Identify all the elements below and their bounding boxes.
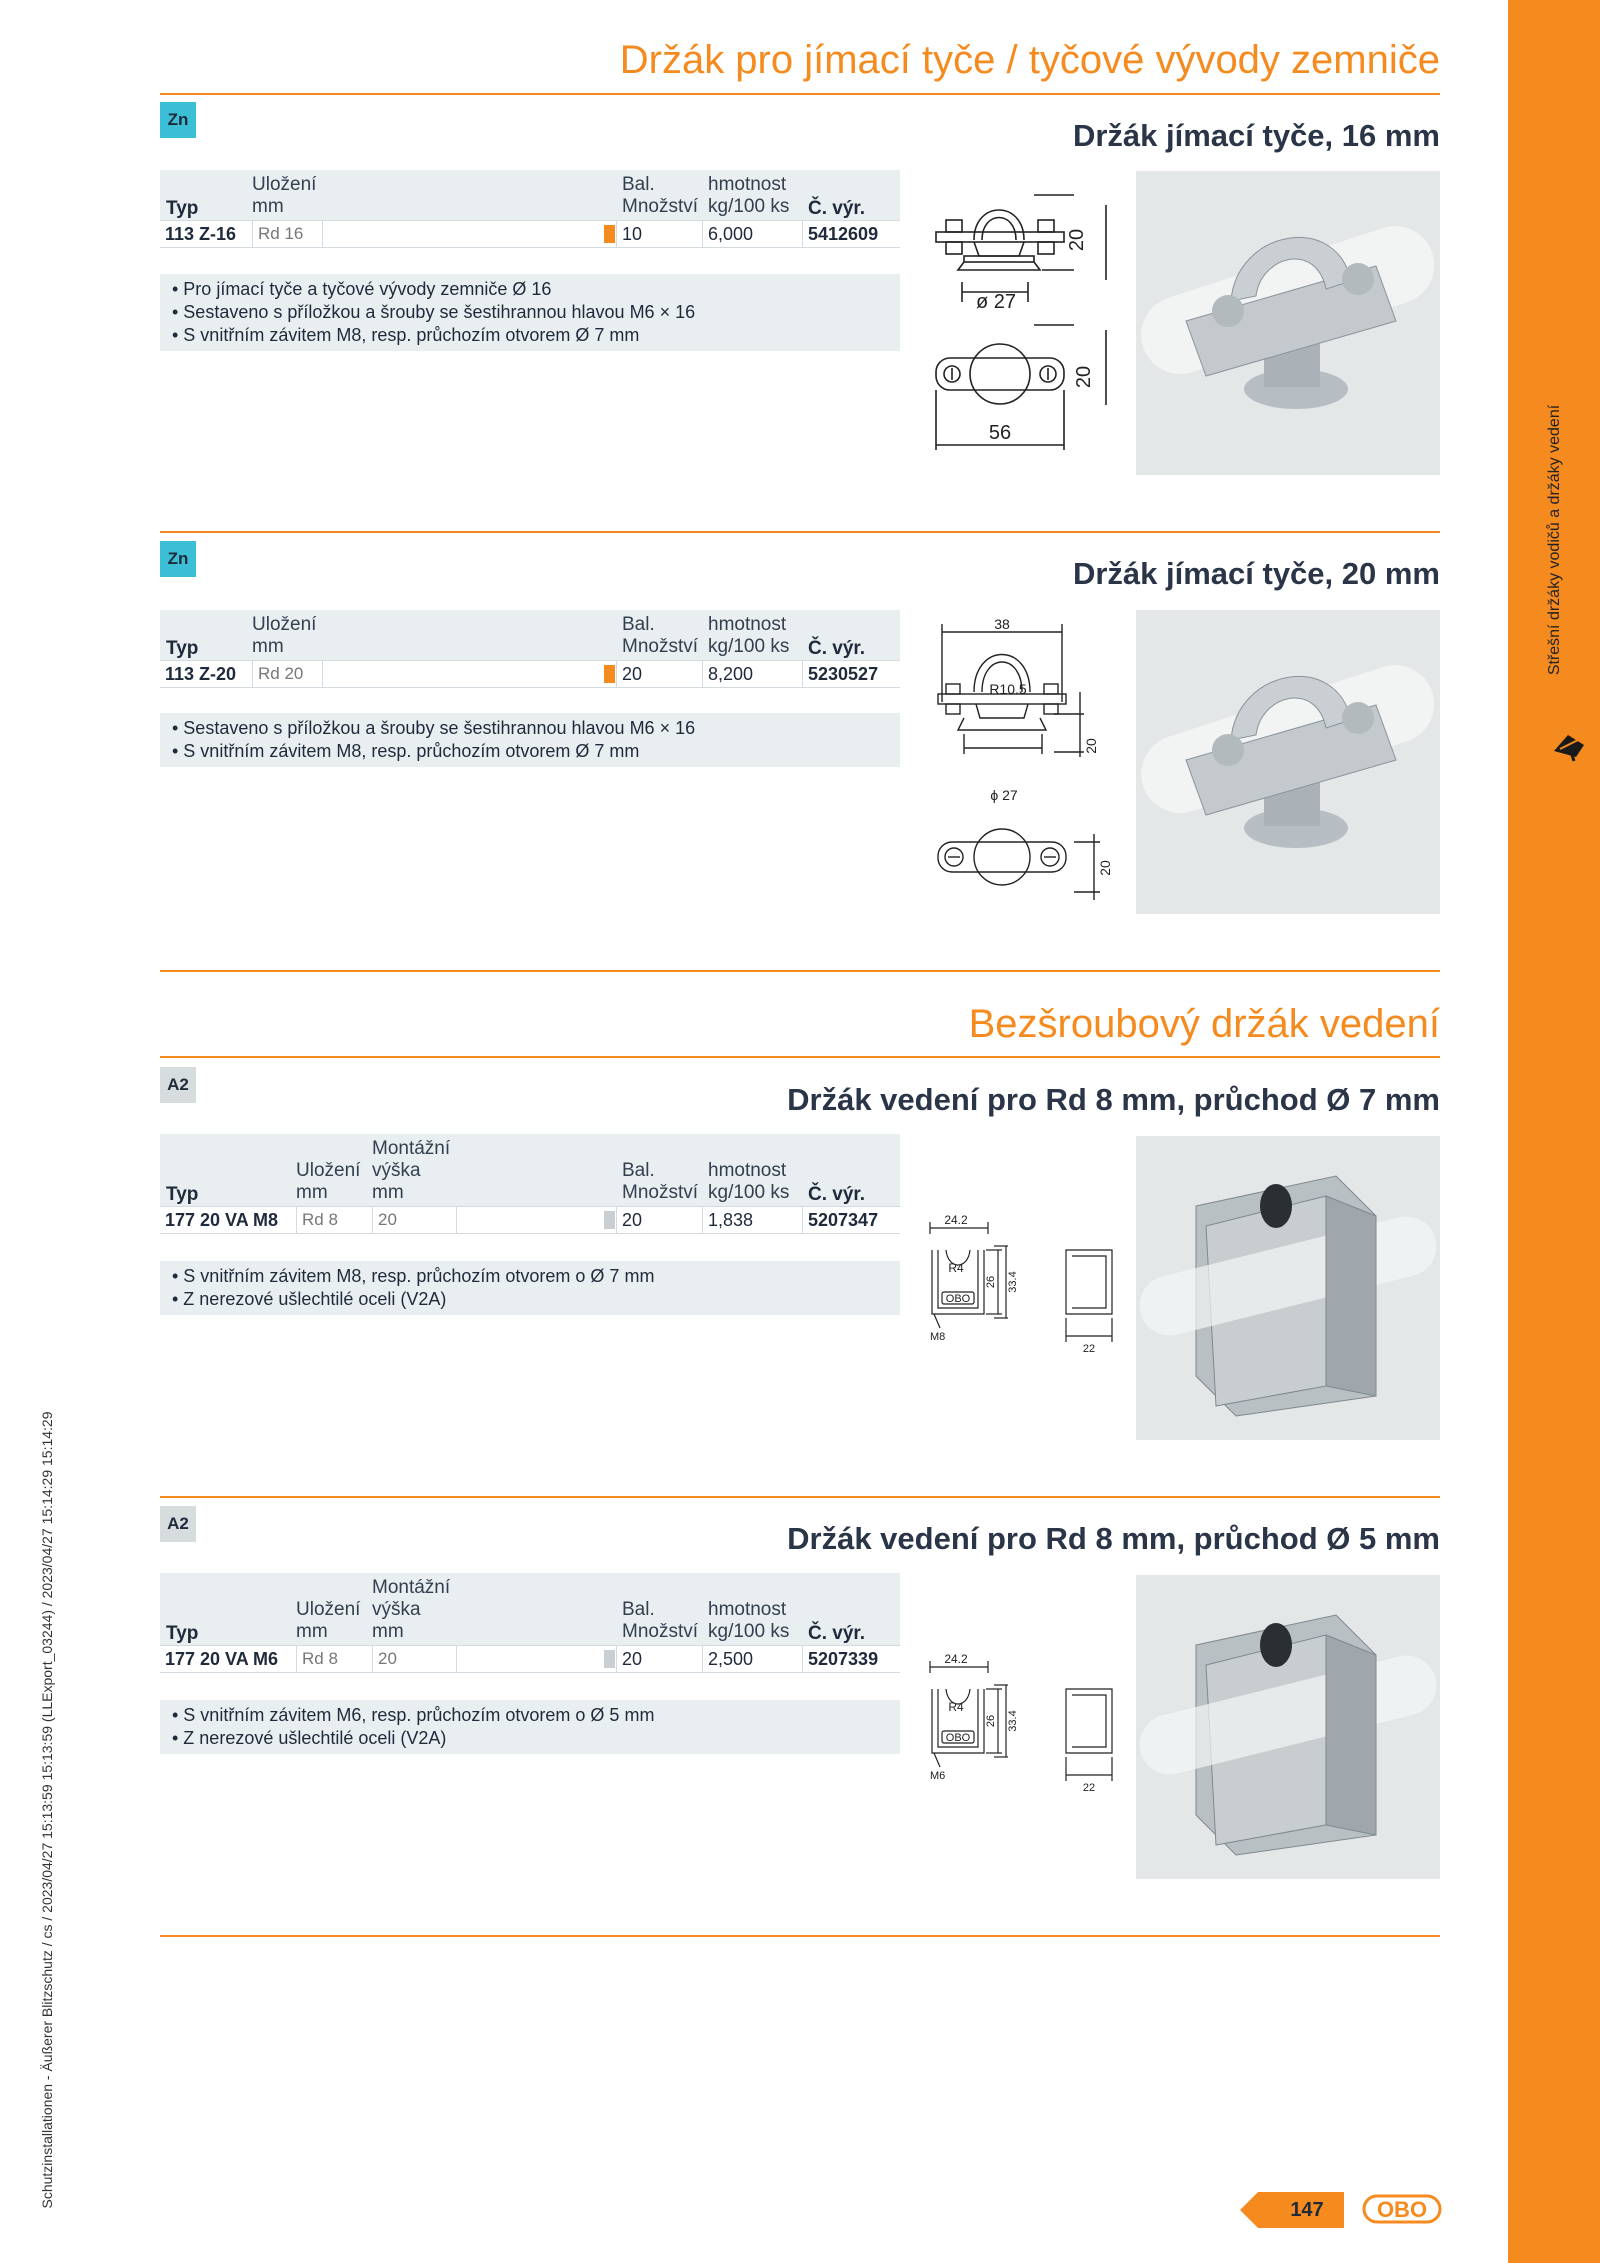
product-photo — [1136, 171, 1440, 475]
col-header-typ: Typ — [166, 1184, 199, 1205]
col-header-bal: Bal. — [622, 174, 655, 195]
dim-label: 56 — [988, 422, 1012, 444]
technical-drawing — [926, 1210, 1126, 1370]
dim-label: 26 — [985, 1714, 997, 1728]
cell-hmotnost: 2,500 — [702, 1646, 802, 1672]
dim-label: M8 — [930, 1331, 946, 1343]
cell-empty — [456, 1646, 612, 1672]
row-marker — [604, 1650, 615, 1668]
dim-label: 20 — [1066, 228, 1088, 252]
dim-label: 38 — [994, 616, 1010, 632]
col-header-kg: kg/100 ks — [708, 1621, 790, 1642]
page-number: 147 — [1290, 2199, 1324, 2221]
sidebar — [1508, 0, 1600, 2263]
material-badge — [160, 541, 196, 577]
col-header-typ: Typ — [166, 198, 199, 219]
cell-empty — [456, 1207, 612, 1233]
sidebar-category-label: Střešní držáky vodičů a držáky vedení — [1546, 404, 1563, 676]
col-header-hmotnost: hmotnost — [708, 614, 787, 635]
feature-list — [160, 1700, 900, 1754]
col-header-vyska: výška — [372, 1160, 421, 1181]
product-title: Držák jímací tyče, 20 mm — [1072, 556, 1440, 591]
table-row — [160, 660, 900, 688]
col-header-montazni: Montážní — [372, 1138, 451, 1159]
feature-item: • S vnitřním závitem M8, resp. průchozím otvorem Ø 7 mm — [172, 741, 640, 761]
divider — [160, 93, 1440, 95]
col-header-hmotnost: hmotnost — [708, 174, 787, 195]
dim-label: 20 — [1083, 738, 1099, 754]
col-header-cvyr: Č. výr. — [808, 638, 866, 659]
dim-label: ϕ 27 — [990, 787, 1018, 803]
material-label: A2 — [167, 1514, 189, 1533]
cell-hmotnost: 6,000 — [702, 221, 802, 247]
cell-bal: 20 — [616, 1207, 702, 1233]
col-header-unit: mm — [296, 1621, 328, 1642]
material-label: Zn — [167, 110, 189, 129]
feature-item: • S vnitřním závitem M8, resp. průchozím otvorem Ø 7 mm — [172, 325, 640, 345]
col-header-ulozeni: Uložení — [252, 174, 317, 195]
table-row — [160, 1206, 900, 1234]
section-title: Držák pro jímací tyče / tyčové vývody zemniče — [619, 38, 1440, 82]
cell-ulozeni: Rd 16 — [252, 221, 322, 247]
table-row — [160, 220, 900, 248]
cell-cvyr: 5207339 — [802, 1646, 900, 1672]
col-header-mnozstvi: Množství — [622, 1182, 699, 1203]
dim-label: R10.5 — [989, 681, 1027, 697]
cell-typ: 177 20 VA M8 — [165, 1210, 279, 1230]
cell-cvyr: 5230527 — [802, 661, 900, 687]
dim-label: OBO — [945, 1293, 971, 1305]
feature-item: • Sestaveno s příložkou a šrouby se šestihrannou hlavou M6 × 16 — [172, 302, 696, 322]
cell-typ: 113 Z-20 — [165, 664, 237, 684]
col-header-bal: Bal. — [622, 1160, 655, 1181]
col-header-cvyr: Č. výr. — [808, 1623, 866, 1644]
cell-cvyr: 5412609 — [802, 221, 900, 247]
cell-ulozeni: Rd 20 — [252, 661, 322, 687]
col-header-cvyr: Č. výr. — [808, 1184, 866, 1205]
product-photo — [1136, 610, 1440, 914]
col-header-mnozstvi: Množství — [622, 1621, 699, 1642]
feature-item: • Pro jímací tyče a tyčové vývody zemniče Ø 16 — [172, 279, 552, 299]
col-header-hmotnost: hmotnost — [708, 1599, 787, 1620]
cell-typ: 113 Z-16 — [165, 224, 237, 244]
divider — [160, 970, 1440, 972]
dim-label: 20 — [1073, 365, 1095, 389]
col-header-unit: mm — [252, 196, 284, 217]
col-header-hmotnost: hmotnost — [708, 1160, 787, 1181]
dim-label: 33.4 — [1007, 1271, 1019, 1293]
product-table — [160, 170, 900, 246]
col-header-kg: kg/100 ks — [708, 196, 790, 217]
row-marker — [604, 225, 615, 243]
col-header-kg: kg/100 ks — [708, 636, 790, 657]
obo-logo — [1362, 2188, 1442, 2228]
product-table — [160, 1573, 900, 1671]
col-header-unit: mm — [252, 636, 284, 657]
technical-drawing — [924, 612, 1124, 902]
product-category-icon — [1550, 725, 1588, 763]
dim-label: M6 — [930, 1770, 946, 1782]
col-header-unit: mm — [372, 1182, 404, 1203]
dim-label: 24.2 — [944, 1213, 968, 1227]
col-header-ulozeni: Uložení — [252, 614, 317, 635]
feature-item: • S vnitřním závitem M8, resp. průchozím otvorem o Ø 7 mm — [172, 1266, 655, 1286]
product-table — [160, 1134, 900, 1232]
cell-hmotnost: 1,838 — [702, 1207, 802, 1233]
feature-item: • Z nerezové ušlechtilé oceli (V2A) — [172, 1289, 447, 1309]
cell-ulozeni: Rd 8 — [296, 1207, 372, 1233]
col-header-mnozstvi: Množství — [622, 636, 699, 657]
dim-label: OBO — [945, 1732, 971, 1744]
row-marker — [604, 1211, 615, 1229]
dim-label: 22 — [1082, 1343, 1096, 1355]
col-header-bal: Bal. — [622, 1599, 655, 1620]
product-photo — [1136, 1575, 1440, 1879]
dim-label: 33.4 — [1007, 1710, 1019, 1732]
product-table — [160, 610, 900, 686]
col-header-mnozstvi: Množství — [622, 196, 699, 217]
col-header-montazni: Montážní — [372, 1577, 451, 1598]
feature-list — [160, 274, 900, 351]
cell-cvyr: 5207347 — [802, 1207, 900, 1233]
col-header-unit: mm — [296, 1182, 328, 1203]
dim-label: ø 27 — [975, 291, 1017, 313]
dim-label: 22 — [1082, 1782, 1096, 1794]
product-title: Držák vedení pro Rd 8 mm, průchod Ø 7 mm — [787, 1082, 1440, 1117]
col-header-cvyr: Č. výr. — [808, 198, 866, 219]
cell-bal: 20 — [616, 661, 702, 687]
material-badge — [160, 1067, 196, 1103]
col-header-ulozeni: Uložení — [296, 1599, 361, 1620]
cell-montazni: 20 — [372, 1646, 456, 1672]
col-header-ulozeni: Uložení — [296, 1160, 361, 1181]
feature-item: • Sestaveno s příložkou a šrouby se šestihrannou hlavou M6 × 16 — [172, 718, 696, 738]
technical-drawing — [926, 1649, 1126, 1809]
product-photo — [1136, 1136, 1440, 1440]
dim-label: 20 — [1097, 860, 1113, 876]
col-header-unit: mm — [372, 1621, 404, 1642]
col-header-typ: Typ — [166, 638, 199, 659]
technical-drawing — [924, 190, 1124, 460]
cell-montazni: 20 — [372, 1207, 456, 1233]
feature-list — [160, 713, 900, 767]
cell-empty — [322, 661, 612, 687]
product-title: Držák jímací tyče, 16 mm — [1072, 118, 1440, 153]
product-title: Držák vedení pro Rd 8 mm, průchod Ø 5 mm — [787, 1521, 1440, 1556]
dim-label: 26 — [985, 1275, 997, 1289]
dim-label: 24.2 — [944, 1652, 968, 1666]
feature-item: • S vnitřním závitem M6, resp. průchozím otvorem o Ø 5 mm — [172, 1705, 655, 1725]
col-header-kg: kg/100 ks — [708, 1182, 790, 1203]
material-badge — [160, 102, 196, 138]
row-marker — [604, 665, 615, 683]
cell-hmotnost: 8,200 — [702, 661, 802, 687]
cell-typ: 177 20 VA M6 — [165, 1649, 279, 1669]
col-header-vyska: výška — [372, 1599, 421, 1620]
divider — [160, 1496, 1440, 1498]
material-badge — [160, 1506, 196, 1542]
dim-label: R4 — [948, 1700, 964, 1714]
feature-list — [160, 1261, 900, 1315]
divider — [160, 1056, 1440, 1058]
divider — [160, 1935, 1440, 1937]
dim-label: R4 — [948, 1261, 964, 1275]
col-header-typ: Typ — [166, 1623, 199, 1644]
logo-text: OBO — [1376, 2197, 1428, 2222]
cell-bal: 20 — [616, 1646, 702, 1672]
section-title: Bezšroubový držák vedení — [968, 1002, 1440, 1046]
divider — [160, 531, 1440, 533]
feature-item: • Z nerezové ušlechtilé oceli (V2A) — [172, 1728, 447, 1748]
export-note: Schutzinstallationen - Äußerer Blitzschutz / cs / 2023/04/27 15:13:59 15:13:59 (LLExport_03244) / 2023/04/27 15:14:29 15:14:29 — [39, 1411, 55, 2209]
material-label: A2 — [167, 1075, 189, 1094]
table-row — [160, 1645, 900, 1673]
material-label: Zn — [167, 549, 189, 568]
cell-ulozeni: Rd 8 — [296, 1646, 372, 1672]
col-header-bal: Bal. — [622, 614, 655, 635]
cell-empty — [322, 221, 612, 247]
cell-bal: 10 — [616, 221, 702, 247]
